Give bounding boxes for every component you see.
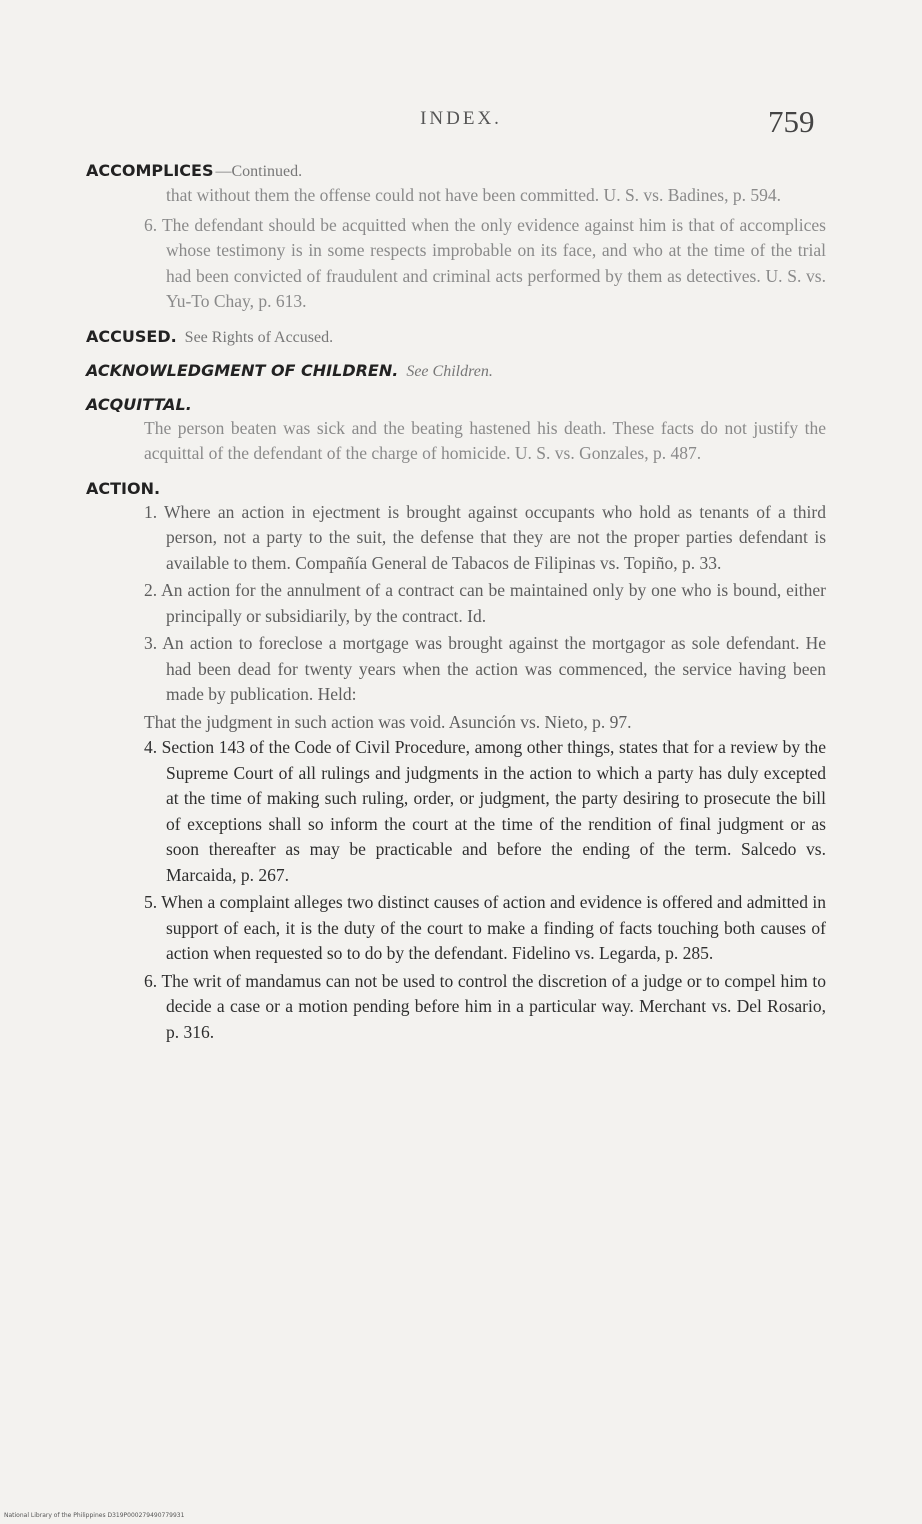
action-item-4: 4. Section 143 of the Code of Civil Procedure, among other things, states that for a review by the Supreme Court of all rulings and judgments in the action to which a party has duly excepted at the time of making such ruling, order, or judgment, the party desiring to prosecute the bill of exceptions shall so inform the court at the time of the rendition of final judgment or as soon thereafter as may be practicable and before the ending of the term. Salcedo vs. Marcaida, p. 267. (144, 737, 826, 885)
heading-accomplices-text: ACCOMPLICES (86, 161, 214, 180)
heading-action: ACTION. (86, 478, 161, 498)
accomplices-continued-text: that without them the offense could not have been committed. U. S. vs. Badines, p. 594. (166, 185, 781, 205)
scan-footer: National Library of the Philippines D319P000279490779931 (4, 1512, 185, 1519)
accused-see-reference: See Rights of Accused. (184, 328, 334, 346)
heading-acknowledgment-text: ACKNOWLEDGMENT OF CHILDREN. (86, 360, 399, 380)
continued-label: —Continued. (215, 163, 303, 180)
acknowledgment-see-reference: See Children. (406, 362, 493, 380)
action-item-1: 1. Where an action in ejectment is brought against occupants who hold as tenants of a third person, not a party to the suit, the defense that they are not the proper parties defendant is available to them. Compañía General de Tabacos de Filipinas vs. Topiño, p. 33. (144, 501, 826, 573)
action-item-3: 3. An action to foreclose a mortgage was brought against the mortgagor as sole defendant. He had been dead for twenty years when the action was commenced, the service having been made by publication. Held: (144, 633, 826, 704)
index-content (86, 160, 826, 1047)
action-item-6: 6. The writ of mandamus can not be used to control the discretion of a judge or to compel him to decide a case or a motion pending before him in a particular way. Merchant vs. Del Rosario, p. 316. (144, 970, 826, 1042)
acquittal-text: The person beaten was sick and the beating hastened his death. These facts do not justify the acquittal of the defendant of the charge of homicide. U. S. vs. Gonzales, p. 487. (144, 417, 826, 463)
heading-accused (86, 326, 826, 349)
running-head: INDEX. (420, 108, 502, 129)
action-item-2: 2. An action for the annulment of a contract can be maintained only by one who is bound, either principally or subsidiarily, by the contract. Id. (144, 580, 826, 626)
heading-acquittal: ACQUITTAL. (86, 394, 192, 414)
heading-acknowledgment (86, 360, 826, 383)
action-item-5: 5. When a complaint alleges two distinct causes of action and evidence is offered and admitted in support of each, it is the duty of the court to make a finding of facts touching both causes of action when requested so to do by the defendant. Fidelino vs. Legarda, p. 285. (144, 892, 826, 963)
action-item-3-held: That the judgment in such action was void. Asunción vs. Nieto, p. 97. (144, 711, 632, 732)
accomplices-item-6: 6. The defendant should be acquitted when the only evidence against him is that of accomplices whose testimony is in some respects improbable on its face, and who at the time of the trial had been convicted of fraudulent and criminal acts performed by them as detectives. U. S. vs. Yu-To Chay, p. 613. (144, 214, 826, 311)
heading-accomplices (86, 160, 826, 183)
page-number: 759 (768, 104, 815, 139)
heading-accused-text: ACCUSED. (86, 326, 177, 346)
